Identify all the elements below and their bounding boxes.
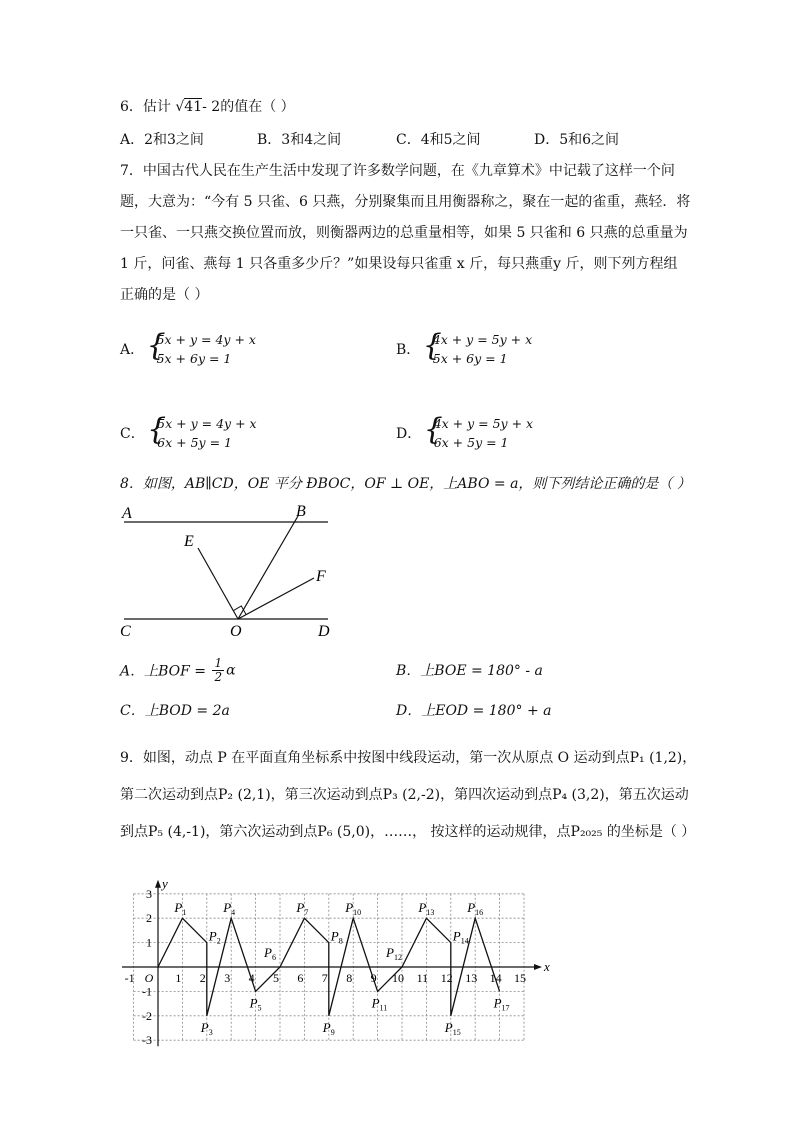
- q7-line-5: 正确的是（ ）: [120, 287, 209, 303]
- q8-figure: [110, 498, 350, 644]
- label-d: D: [318, 623, 330, 640]
- q6-option-c[interactable]: C．4和5之间: [396, 132, 481, 148]
- label-c: C: [120, 623, 131, 640]
- y-tick-label: -3: [142, 1033, 152, 1048]
- q7-option-c[interactable]: C． { 5x + y = 4y + x 6x + 5y = 1: [120, 414, 257, 452]
- ray-oe: [198, 548, 238, 619]
- label-f: F: [316, 568, 326, 585]
- label-b: B: [296, 503, 306, 520]
- point-label-p16: $P_{16}$: [467, 900, 484, 918]
- q8-option-c[interactable]: C．上BOD = 2a: [120, 703, 230, 719]
- point-label-p5: $P_5$: [249, 995, 262, 1013]
- point-label-p3: $P_3$: [200, 1019, 213, 1037]
- equation-system: { 5x + y = 4y + x 5x + 6y = 1: [149, 330, 256, 368]
- q6-option-b[interactable]: B．3和4之间: [257, 132, 342, 148]
- label-a: A: [122, 505, 132, 522]
- q7-line-3: 一只雀、一只燕交换位置而放，则衡器两边的总重量相等，如果 5 只雀和 6 只燕的总重量为: [120, 225, 688, 241]
- ray-ob: [238, 516, 298, 619]
- equation-system: { 4x + y = 5y + x 5x + 6y = 1: [425, 330, 532, 368]
- x-tick-label: 11: [416, 971, 429, 985]
- point-label-p13: $P_{13}$: [418, 900, 435, 918]
- y-tick-label: 1: [146, 935, 152, 950]
- point-label-p8: $P_8$: [330, 928, 343, 946]
- q8-option-b[interactable]: B．上BOE = 180° - a: [396, 663, 543, 679]
- x-tick-label: 15: [514, 971, 526, 985]
- q7-option-a[interactable]: A． { 5x + y = 4y + x 5x + 6y = 1: [120, 330, 256, 368]
- x-axis-label: x: [544, 959, 550, 974]
- point-label-p14: $P_{14}$: [452, 928, 469, 946]
- x-tick-label: 5: [273, 971, 279, 985]
- q6-option-a[interactable]: A．2和3之间: [120, 132, 204, 148]
- x-tick-label: -1: [124, 971, 135, 985]
- x-tick-label: 8: [346, 971, 353, 985]
- q8-option-a[interactable]: A．上BOF = $\frac{1}{2}$ α: [120, 656, 236, 684]
- x-tick-label: O: [144, 971, 154, 985]
- x-tick-label: 1: [175, 971, 182, 985]
- q9-line-1: 9．如图，动点 P 在平面直角坐标系中按图中线段运动，第一次从原点 O 运动到点P₁ (1,2)，: [120, 750, 697, 766]
- q8-option-d[interactable]: D．上EOD = 180° + a: [396, 703, 552, 719]
- x-tick-label: 10: [392, 971, 404, 985]
- q9-line-2: 第二次运动到点P₂ (2,1)，第三次运动到点P₃ (2,-2)，第四次运动到点P₄ (3,2)，第五次运动: [120, 787, 689, 803]
- q6-radicand: 41: [184, 99, 203, 115]
- point-label-p7: $P_7$: [296, 900, 309, 918]
- x-tick-label: 12: [440, 971, 453, 985]
- x-tick-label: 2: [199, 971, 206, 985]
- point-label-p9: $P_9$: [322, 1019, 335, 1037]
- point-label-p4: $P_4$: [223, 900, 236, 918]
- q7-option-d[interactable]: D． { 4x + y = 5y + x 6x + 5y = 1: [396, 414, 533, 452]
- point-label-p6: $P_6$: [264, 945, 276, 962]
- q7-line-4: 1 斤，问雀、燕每 1 只各重多少斤？”如果设每只雀重 x 斤，每只燕重y 斤，则下列方程组: [120, 256, 678, 272]
- q7-line-1: 7．中国古代人民在生产生活中发现了许多数学问题，在《九章算术》中记载了这样一个问: [120, 163, 675, 179]
- y-tick-label: 2: [146, 911, 152, 926]
- x-tick-label: 4: [248, 971, 255, 985]
- label-e: E: [184, 533, 194, 550]
- label-o: O: [230, 623, 242, 640]
- q6-option-d[interactable]: D．5和6之间: [534, 132, 620, 148]
- y-axis-arrow: [155, 880, 161, 888]
- q7-line-2: 题，大意为：“今有 5 只雀、6 只燕，分别聚集而且用衡器称之，聚在一起的雀重，燕轻．将: [120, 194, 691, 210]
- x-tick-label: 13: [465, 971, 478, 985]
- q9-line-3: 到点P₅ (4,-1)，第六次运动到点P₆ (5,0)，……， 按这样的运动规律，点P₂₀₂₅ 的坐标是（ ）: [120, 824, 696, 840]
- sqrt-symbol: √: [175, 99, 185, 115]
- q7-option-b[interactable]: B． { 4x + y = 5y + x 5x + 6y = 1: [396, 330, 532, 368]
- y-tick-label: -1: [142, 984, 152, 999]
- point-label-p11: $P_{11}$: [371, 995, 388, 1013]
- x-tick-label: 6: [297, 971, 304, 985]
- y-tick-label: 3: [146, 886, 152, 901]
- point-label-p2: $P_2$: [208, 928, 221, 946]
- point-label-p1: $P_1$: [174, 900, 187, 918]
- x-tick-label: 14: [489, 971, 502, 985]
- y-tick-label: -2: [142, 1008, 152, 1023]
- x-tick-label: 9: [370, 971, 377, 985]
- x-axis-arrow: [534, 964, 542, 970]
- x-tick-label: 3: [224, 971, 231, 985]
- point-label-p10: $P_{10}$: [345, 900, 362, 918]
- point-label-p12: $P_{12}$: [386, 945, 402, 962]
- point-label-p17: $P_{17}$: [493, 995, 510, 1013]
- y-axis-label: y: [162, 875, 168, 891]
- q8-stem: 8．如图，AB∥CD，OE 平分 ÐBOC，OF ⊥ OE，上ABO = a，则下列结论正确的是（ ）: [120, 476, 691, 492]
- point-label-p15: $P_{15}$: [444, 1019, 461, 1037]
- q6-stem: 6．估计 √41- 2的值在（ ）: [120, 99, 295, 115]
- x-tick-label: 7: [321, 971, 328, 985]
- equation-system: { 5x + y = 4y + x 6x + 5y = 1: [149, 414, 256, 452]
- q9-coordinate-chart: [118, 866, 548, 1046]
- equation-system: { 4x + y = 5y + x 6x + 5y = 1: [426, 414, 533, 452]
